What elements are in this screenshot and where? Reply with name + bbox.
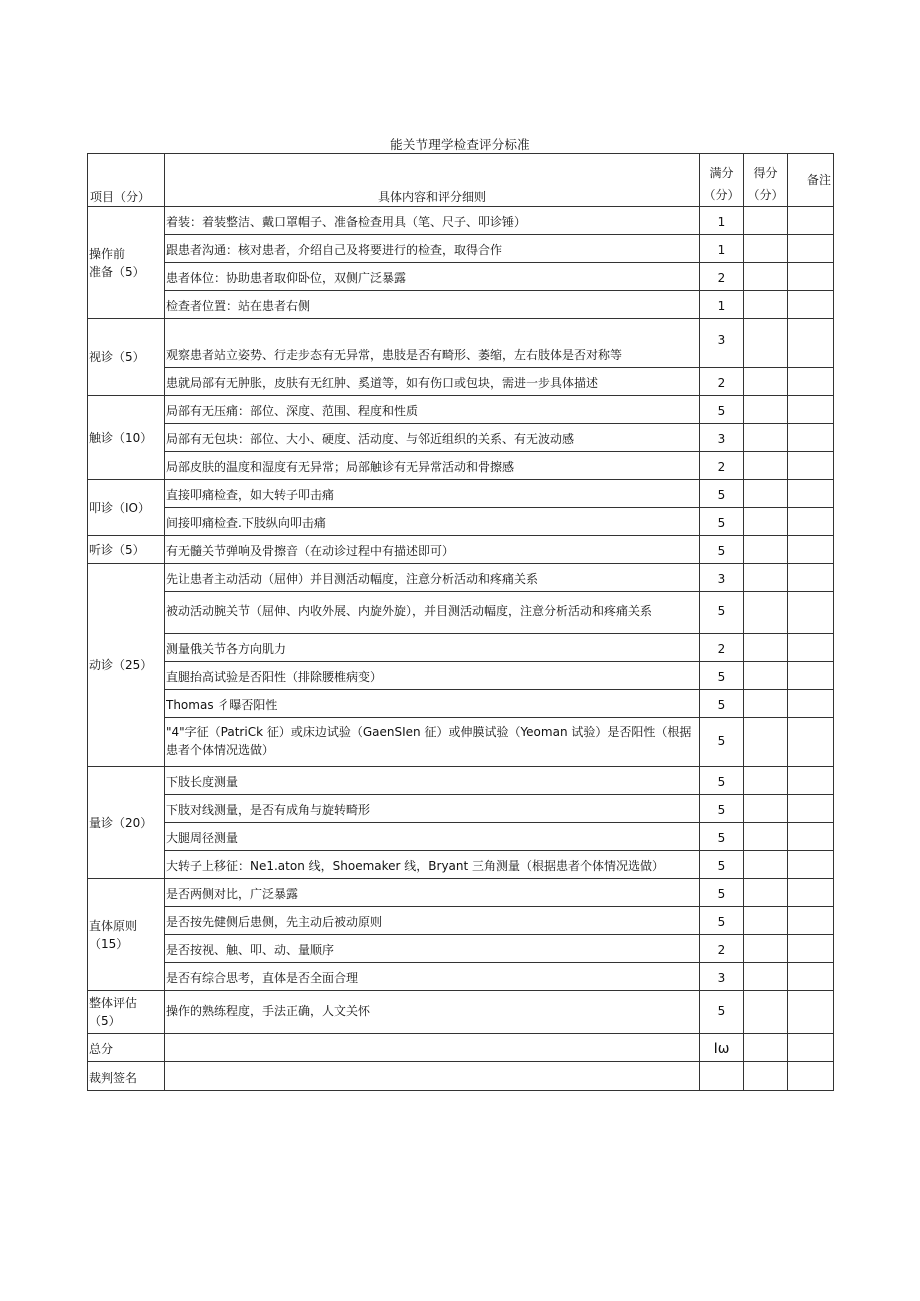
- obtained-score-cell[interactable]: [744, 235, 788, 263]
- note-cell[interactable]: [788, 795, 834, 823]
- table-row: [88, 536, 834, 564]
- note-cell[interactable]: [788, 235, 834, 263]
- obtained-score-cell[interactable]: [744, 424, 788, 452]
- obtained-score-cell[interactable]: [744, 795, 788, 823]
- section-label: [88, 767, 165, 879]
- header-got-score-line2: （分）: [747, 188, 784, 202]
- header-item: 项目（分）: [88, 154, 165, 207]
- full-score-value: 5: [700, 767, 744, 795]
- full-score-value: 5: [700, 823, 744, 851]
- note-cell[interactable]: [788, 767, 834, 795]
- page-title: 能关节理学检查评分标准: [390, 137, 530, 152]
- obtained-score-cell[interactable]: [744, 823, 788, 851]
- full-score-value: 2: [700, 263, 744, 291]
- full-score-value: 5: [700, 508, 744, 536]
- signature-row: [88, 1062, 834, 1091]
- obtained-score-cell[interactable]: [744, 207, 788, 235]
- scoring-table-body: [88, 154, 834, 1091]
- obtained-score-cell[interactable]: [744, 907, 788, 935]
- full-score-value: 1: [700, 235, 744, 263]
- section-label-line: 整体评估: [89, 996, 138, 1010]
- section-label: [88, 536, 165, 564]
- table-row: [88, 991, 834, 1034]
- criteria-text: 直接叩痛检查，如大转子叩击痛: [165, 480, 700, 508]
- section-label: [88, 396, 165, 480]
- total-note-cell[interactable]: [788, 1034, 834, 1062]
- full-score-value: 1: [700, 291, 744, 319]
- header-full-score-line2: （分）: [703, 188, 740, 202]
- obtained-score-cell[interactable]: [744, 634, 788, 662]
- obtained-score-cell[interactable]: [744, 263, 788, 291]
- criteria-text: 局部皮肤的温度和湿度有无异常；局部触诊有无异常活动和骨擦感: [165, 452, 700, 480]
- criteria-text: 被动活动腕关节（屈伸、内收外展、内旋外旋），并目测活动幅度，注意分析活动和疼痛关系: [165, 592, 700, 634]
- table-row: [88, 662, 834, 690]
- full-score-value: 5: [700, 536, 744, 564]
- table-row: [88, 795, 834, 823]
- criteria-text: 是否有综合思考，直体是否全面合理: [165, 963, 700, 991]
- signature-blank-3: [788, 1062, 834, 1091]
- total-detail-cell: [165, 1034, 700, 1062]
- table-row: [88, 767, 834, 795]
- criteria-text: 先让患者主动活动（屈伸）并目测活动幅度，注意分析活动和疼痛关系: [165, 564, 700, 592]
- note-cell[interactable]: [788, 634, 834, 662]
- obtained-score-cell[interactable]: [744, 767, 788, 795]
- note-cell[interactable]: [788, 907, 834, 935]
- note-cell[interactable]: [788, 452, 834, 480]
- criteria-text: 下肢长度测量: [165, 767, 700, 795]
- header-row: [88, 154, 834, 207]
- signature-blank-2: [744, 1062, 788, 1091]
- note-cell[interactable]: [788, 319, 834, 368]
- section-label: [88, 991, 165, 1034]
- note-cell[interactable]: [788, 536, 834, 564]
- section-label-line: 触诊（10）: [89, 430, 153, 445]
- signature-blank-1: [700, 1062, 744, 1091]
- note-cell[interactable]: [788, 291, 834, 319]
- table-row: [88, 508, 834, 536]
- full-score-value: 1: [700, 207, 744, 235]
- signature-field[interactable]: [165, 1062, 700, 1091]
- note-cell[interactable]: [788, 592, 834, 634]
- note-cell[interactable]: [788, 207, 834, 235]
- total-row: [88, 1034, 834, 1062]
- criteria-text: 着装：着装整洁、戴口罩帽子、准备检查用具（笔、尺子、叩诊锤）: [165, 207, 700, 235]
- note-cell[interactable]: [788, 963, 834, 991]
- obtained-score-cell[interactable]: [744, 718, 788, 767]
- section-label-line: 视诊（5）: [89, 350, 145, 364]
- obtained-score-cell[interactable]: [744, 508, 788, 536]
- full-score-value: 2: [700, 368, 744, 396]
- criteria-text: 是否按视、触、叩、动、量顺序: [165, 935, 700, 963]
- criteria-text: "4"字征（PatriCk 征）或床边试验（GaenSIen 征）或伸膜试验（Yeoman 试验）是否阳性（根据患者个体情况选做）: [165, 718, 700, 767]
- full-score-value: 2: [700, 452, 744, 480]
- table-row: [88, 823, 834, 851]
- section-label-line: 准备（5）: [89, 264, 145, 279]
- table-row: [88, 480, 834, 508]
- note-cell[interactable]: [788, 263, 834, 291]
- full-score-value: 5: [700, 795, 744, 823]
- full-score-value: 3: [700, 564, 744, 592]
- criteria-text: 是否两侧对比，广泛暴露: [165, 879, 700, 907]
- table-row: [88, 207, 834, 235]
- obtained-score-cell[interactable]: [744, 452, 788, 480]
- table-row: [88, 935, 834, 963]
- note-cell[interactable]: [788, 480, 834, 508]
- obtained-score-cell[interactable]: [744, 396, 788, 424]
- section-label-line: （5）: [89, 1014, 121, 1028]
- criteria-text: 局部有无包块：部位、大小、硬度、活动度、与邻近组织的关系、有无波动感: [165, 424, 700, 452]
- obtained-score-cell[interactable]: [744, 963, 788, 991]
- criteria-text: 患者体位：协助患者取仰卧位，双侧广泛暴露: [165, 263, 700, 291]
- table-row: [88, 368, 834, 396]
- full-score-value: 5: [700, 718, 744, 767]
- obtained-score-cell[interactable]: [744, 662, 788, 690]
- table-row: [88, 718, 834, 767]
- total-full-score: Iω: [700, 1034, 744, 1062]
- full-score-value: 5: [700, 879, 744, 907]
- signature-label: 裁判签名: [88, 1062, 165, 1091]
- section-label-line: 量诊（20）: [89, 815, 153, 830]
- header-full-score-line1: 满分: [709, 166, 734, 180]
- header-detail: 具体内容和评分细则: [165, 154, 700, 207]
- obtained-score-cell[interactable]: [744, 368, 788, 396]
- obtained-score-cell[interactable]: [744, 690, 788, 718]
- criteria-text: 患就局部有无肿胀，皮肤有无红肿、奚道等，如有伤口或包块，需进一步具体描述: [165, 368, 700, 396]
- criteria-text: 观察患者站立姿势、行走步态有无异常，患肢是否有畸形、萎缩，左右肢体是否对称等: [165, 319, 700, 368]
- total-label: 总分: [88, 1034, 165, 1062]
- table-row: [88, 907, 834, 935]
- table-row: [88, 424, 834, 452]
- section-label-line: 叩诊（IO）: [89, 500, 150, 515]
- table-row: [88, 879, 834, 907]
- full-score-value: 5: [700, 851, 744, 879]
- section-label: [88, 480, 165, 536]
- obtained-score-cell[interactable]: [744, 564, 788, 592]
- criteria-text: 检查者位置：站在患者右侧: [165, 291, 700, 319]
- note-cell[interactable]: [788, 564, 834, 592]
- criteria-text: Thomas 彳曝否阳性: [165, 690, 700, 718]
- note-cell[interactable]: [788, 991, 834, 1034]
- criteria-text: 有无髓关节弹响及骨擦音（在动诊过程中有描述即可）: [165, 536, 700, 564]
- table-row: [88, 851, 834, 879]
- table-row: [88, 319, 834, 368]
- total-obtained-cell[interactable]: [744, 1034, 788, 1062]
- table-row: [88, 396, 834, 424]
- table-row: [88, 291, 834, 319]
- table-row: [88, 634, 834, 662]
- criteria-text: 直腿抬高试验是否阳性（排除腰椎病变）: [165, 662, 700, 690]
- full-score-value: 3: [700, 319, 744, 368]
- note-cell[interactable]: [788, 662, 834, 690]
- section-label: [88, 207, 165, 319]
- section-label-line: 听诊（5）: [89, 542, 145, 557]
- criteria-text: 操作的熟练程度，手法正确，人文关怀: [165, 991, 700, 1034]
- note-cell[interactable]: [788, 718, 834, 767]
- note-cell[interactable]: [788, 690, 834, 718]
- full-score-value: 5: [700, 592, 744, 634]
- criteria-text: 大转子上移征：Ne1.aton 线，Shoemaker 线，Bryant 三角测量（根据患者个体情况选做）: [165, 851, 700, 879]
- obtained-score-cell[interactable]: [744, 879, 788, 907]
- criteria-text: 是否按先健侧后患侧，先主动后被动原则: [165, 907, 700, 935]
- section-label: [88, 564, 165, 767]
- note-cell[interactable]: [788, 396, 834, 424]
- table-row: [88, 690, 834, 718]
- note-cell[interactable]: [788, 368, 834, 396]
- obtained-score-cell[interactable]: [744, 935, 788, 963]
- full-score-value: 3: [700, 963, 744, 991]
- section-label: [88, 879, 165, 991]
- criteria-text: 下肢对线测量，是否有成角与旋转畸形: [165, 795, 700, 823]
- table-row: [88, 592, 834, 634]
- full-score-value: 5: [700, 396, 744, 424]
- full-score-value: 2: [700, 935, 744, 963]
- obtained-score-cell[interactable]: [744, 291, 788, 319]
- full-score-value: 5: [700, 662, 744, 690]
- header-full-score: [700, 154, 744, 207]
- full-score-value: 3: [700, 424, 744, 452]
- criteria-text: 测量俄关节各方向肌力: [165, 634, 700, 662]
- note-cell[interactable]: [788, 823, 834, 851]
- full-score-value: 5: [700, 991, 744, 1034]
- obtained-score-cell[interactable]: [744, 592, 788, 634]
- section-label-line: 直体原则: [89, 918, 138, 933]
- section-label: [88, 319, 165, 396]
- criteria-text: 大腿周径测量: [165, 823, 700, 851]
- note-cell[interactable]: [788, 879, 834, 907]
- header-got-score: [744, 154, 788, 207]
- table-row: [88, 564, 834, 592]
- scoring-table: [87, 153, 834, 1091]
- section-label-line: 动诊（25）: [89, 658, 153, 672]
- note-cell[interactable]: [788, 424, 834, 452]
- header-note: 备注: [788, 154, 834, 207]
- obtained-score-cell[interactable]: [744, 851, 788, 879]
- table-row: [88, 963, 834, 991]
- obtained-score-cell[interactable]: [744, 536, 788, 564]
- obtained-score-cell[interactable]: [744, 319, 788, 368]
- full-score-value: 5: [700, 690, 744, 718]
- full-score-value: 2: [700, 634, 744, 662]
- full-score-value: 5: [700, 907, 744, 935]
- note-cell[interactable]: [788, 935, 834, 963]
- criteria-text: 局部有无压痛：部位、深度、范围、程度和性质: [165, 396, 700, 424]
- criteria-text: 跟患者沟通：核对患者，介绍自己及将要进行的检查，取得合作: [165, 235, 700, 263]
- table-row: [88, 235, 834, 263]
- criteria-text: 间接叩痛检查.下肢纵向叩击痛: [165, 508, 700, 536]
- table-row: [88, 452, 834, 480]
- header-got-score-line1: 得分: [753, 166, 778, 180]
- obtained-score-cell[interactable]: [744, 991, 788, 1034]
- full-score-value: 5: [700, 480, 744, 508]
- note-cell[interactable]: [788, 508, 834, 536]
- obtained-score-cell[interactable]: [744, 480, 788, 508]
- section-label-line: 操作前: [89, 246, 126, 261]
- section-label-line: （15）: [89, 936, 129, 951]
- note-cell[interactable]: [788, 851, 834, 879]
- table-row: [88, 263, 834, 291]
